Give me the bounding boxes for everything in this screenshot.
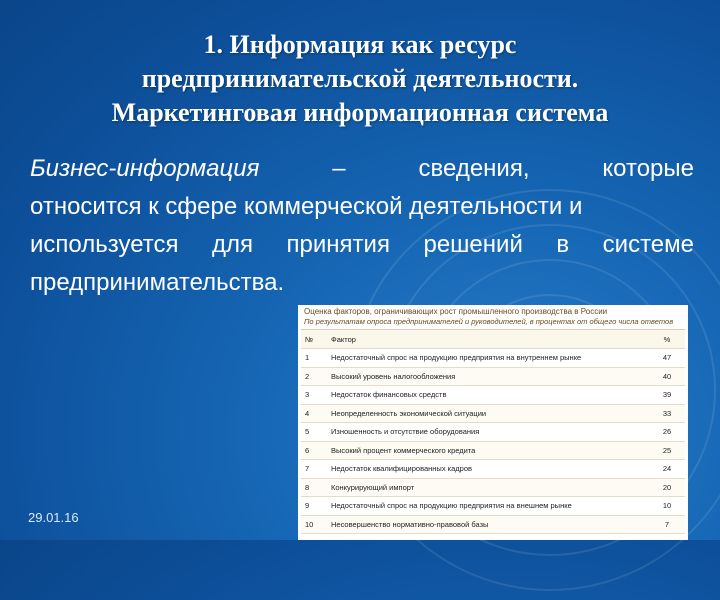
header-percent: % — [649, 330, 685, 349]
row-factor: Изношенность и отсутствие оборудования — [327, 423, 649, 442]
definition-line-1 — [30, 150, 694, 188]
row-factor: Недостаточный спрос на продукцию предприятия на внешнем рынке — [327, 497, 649, 516]
word: сведения, — [418, 155, 530, 182]
definition-line-2 — [30, 188, 694, 226]
table-row — [301, 441, 685, 460]
table-row — [301, 460, 685, 479]
row-factor: Недостаточный спрос на продукцию предприятия на внутреннем рынке — [327, 349, 649, 368]
title-line-3: Маркетинговая информационная система — [111, 98, 609, 127]
row-number: 7 — [301, 460, 327, 479]
word: в — [556, 231, 570, 258]
term: Бизнес-информация — [30, 155, 260, 182]
factors-table-image — [298, 305, 688, 540]
header-factor: Фактор — [327, 330, 649, 349]
word: принятия — [286, 231, 390, 258]
title-line-2: предпринимательской деятельности. — [141, 64, 579, 93]
title-line-1: 1. Информация как ресурс — [203, 30, 517, 59]
row-number: 6 — [301, 441, 327, 460]
row-factor: Высокий процент коммерческого кредита — [327, 441, 649, 460]
row-number: 10 — [301, 515, 327, 534]
row-number: 2 — [301, 367, 327, 386]
row-percent: 40 — [649, 367, 685, 386]
dash: – — [332, 155, 346, 182]
header-number: № — [301, 330, 327, 349]
row-number: 8 — [301, 478, 327, 497]
row-percent: 25 — [649, 441, 685, 460]
row-percent: 7 — [649, 515, 685, 534]
table-row — [301, 386, 685, 405]
row-factor: Неопределенность экономической ситуации — [327, 404, 649, 423]
table-title: Оценка факторов, ограничивающих рост промышленного производства в России — [304, 307, 608, 316]
definition-line-4 — [30, 264, 694, 302]
row-factor: Недостаток финансовых средств — [327, 386, 649, 405]
table-row — [301, 349, 685, 368]
row-percent: 47 — [649, 349, 685, 368]
row-percent: 26 — [649, 423, 685, 442]
table-header-row — [301, 330, 685, 349]
row-number: 3 — [301, 386, 327, 405]
table-row — [301, 404, 685, 423]
row-number: 5 — [301, 423, 327, 442]
row-factor: Высокий уровень налогообложения — [327, 367, 649, 386]
table-row — [301, 423, 685, 442]
table-row — [301, 478, 685, 497]
row-factor: Конкурирующий импорт — [327, 478, 649, 497]
row-number: 1 — [301, 349, 327, 368]
row-percent: 33 — [649, 404, 685, 423]
row-factor: Несовершенство нормативно-правовой базы — [327, 515, 649, 534]
row-number: 4 — [301, 404, 327, 423]
table-row — [301, 515, 685, 534]
definition-paragraph — [30, 150, 694, 302]
row-percent: 39 — [649, 386, 685, 405]
line-text: предпринимательства. — [30, 269, 285, 296]
row-percent: 24 — [649, 460, 685, 479]
factors-table — [301, 329, 685, 534]
word: системе — [602, 231, 694, 258]
row-number: 9 — [301, 497, 327, 516]
row-factor: Недостаток квалифицированных кадров — [327, 460, 649, 479]
row-percent: 20 — [649, 478, 685, 497]
line-text: относится к сфере коммерческой деятельности и — [30, 193, 583, 220]
word: решений — [423, 231, 523, 258]
word: используется — [30, 231, 179, 258]
table-subtitle: По результатам опроса предпринимателей и руководителей, в процентах от общего числа ответов — [304, 317, 674, 326]
table-row — [301, 497, 685, 516]
row-percent: 10 — [649, 497, 685, 516]
word: для — [212, 231, 254, 258]
word: которые — [602, 155, 694, 182]
slide-date: 29.01.16 — [28, 510, 79, 525]
definition-line-3 — [30, 226, 694, 264]
table-row — [301, 367, 685, 386]
slide-title — [40, 28, 680, 130]
